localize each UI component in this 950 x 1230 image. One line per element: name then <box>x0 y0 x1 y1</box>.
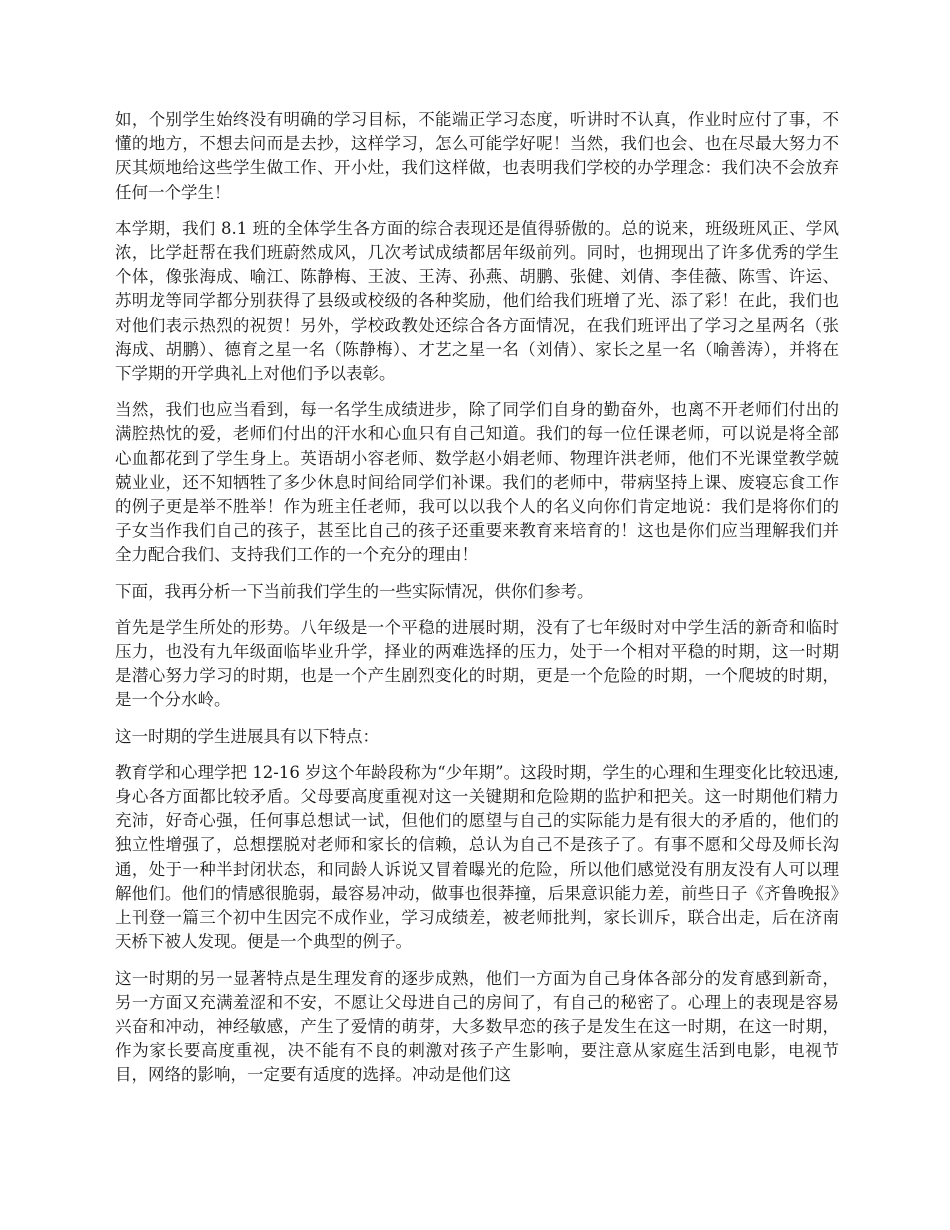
paragraph: 教育学和心理学把 12-16 岁这个年龄段称为“少年期”。这段时期，学生的心理和生理变化比较迅速,身心各方面都比较矛盾。父母要高度重视对这一关键期和危险期的监护和把关。这一时期他们精力充沛，好奇心强，任何事总想试一试，但他们的愿望与自己的实际能力是有很大的矛盾的，他们的独立性增强了，总想摆脱对老师和家长的信赖，总认为自己不是孩子了。有事不愿和父母及师长沟通，处于一种半封闭状态，和同龄人诉说又冒着曝光的危险，所以他们感觉没有朋友没有人可以理解他们。他们的情感很脆弱，最容易冲动，做事也很莽撞，后果意识能力差，前些日子《齐鲁晚报》上刊登一篇三个初中生因完不成作业，学习成绩差，被老师批判，家长训斥，联合出走，后在济南天桥下被人发现。便是一个典型的例子。 <box>115 762 839 952</box>
paragraph: 本学期，我们 8.1 班的全体学生各方面的综合表现还是值得骄傲的。总的说来，班级班风正、学风浓，比学赶帮在我们班蔚然成风，几次考试成绩都居年级前列。同时，也拥现出了许多优秀的学生个体，像张海成、喻江、陈静梅、王波、王涛、孙燕、胡鹏、张健、刘倩、李佳薇、陈雪、许运、苏明龙等同学都分别获得了县级或校级的各种奖励，他们给我们班增了光、添了彩！在此，我们也对他们表示热烈的祝贺！另外，学校政教处还综合各方面情况，在我们班评出了学习之星两名（张海成、胡鹏）、德育之星一名（陈静梅）、才艺之星一名（刘倩）、家长之星一名（喻善涛），并将在下学期的开学典礼上对他们予以表彰。 <box>115 218 839 384</box>
paragraph: 首先是学生所处的形势。八年级是一个平稳的进展时期，没有了七年级时对中学生活的新奇和临时压力，也没有九年级面临毕业升学，择业的两难选择的压力，处于一个相对平稳的时期，这一时期是潜心努力学习的时期，也是一个产生剧烈变化的时期，更是一个危险的时期，一个爬坡的时期，是一个分水岭。 <box>115 617 839 710</box>
paragraph: 这一时期的学生进展具有以下特点： <box>115 726 379 746</box>
document-body <box>115 108 839 1100</box>
paragraph: 当然，我们也应当看到，每一名学生成绩进步，除了同学们自身的勤奋外，也离不开老师们付出的满腔热忱的爱，老师们付出的汗水和心血只有自己知道。我们的每一位任课老师，可以说是将全部心血都花到了学生身上。英语胡小容老师、数学赵小娟老师、物理许洪老师，他们不光课堂教学兢兢业业，还不知牺牲了多少休息时间给同学们补课。我们的老师中，带病坚持上课、废寝忘食工作的例子更是举不胜举！作为班主任老师，我可以以我个人的名义向你们肯定地说：我们是将你们的子女当作我们自己的孩子，甚至比自己的孩子还重要来教育来培育的！这也是你们应当理解我们并全力配合我们、支持我们工作的一个充分的理由！ <box>115 400 839 565</box>
paragraph: 这一时期的另一显著特点是生理发育的逐步成熟，他们一方面为自己身体各部分的发育感到新奇，另一方面又充满羞涩和不安，不愿让父母进自己的房间了，有自己的秘密了。心理上的表现是容易兴奋和冲动，神经敏感，产生了爱情的萌芽，大多数早恋的孩子是发生在这一时期，在这一时期，作为家长要高度重视，决不能有不良的刺激对孩子产生影响，要注意从家庭生活到电影，电视节目，网络的影响，一定要有适度的选择。冲动是他们这 <box>115 968 839 1085</box>
paragraph: 下面，我再分析一下当前我们学生的一些实际情况，供你们参考。 <box>115 581 594 601</box>
paragraph: 如，个别学生始终没有明确的学习目标，不能端正学习态度，听讲时不认真，作业时应付了事，不懂的地方，不想去问而是去抄，这样学习，怎么可能学好呢！当然，我们也会、也在尽最大努力不厌其烦地给这些学生做工作、开小灶，我们这样做，也表明我们学校的办学理念：我们决不会放弃任何一个学生！ <box>115 110 839 202</box>
